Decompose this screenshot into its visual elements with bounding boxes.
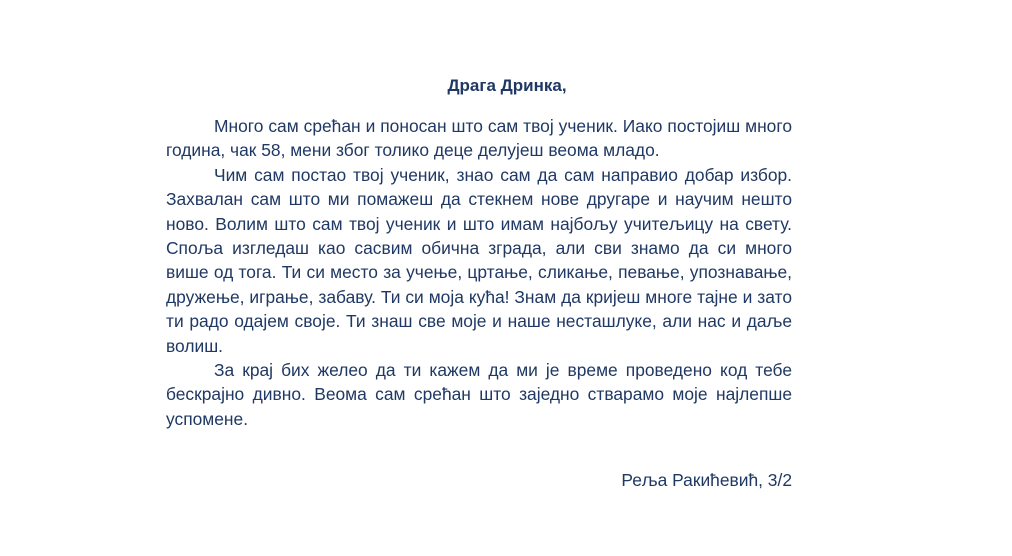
- letter-signature: Реља Ракићевић, 3/2: [621, 470, 792, 490]
- letter-paragraph-2: Чим сам постао твој ученик, знао сам да сам направио добар избор. Захвалан сам што ми помажеш да стекнем нове другаре и научим нешто ново. Волим што сам твој ученик и што имам најбољу учитељицу на свету. Споља изгледаш као сасвим обична зграда, али сви знамо да си много више од тога. Ти си место за учење, цртање, сликање, певање, упознавање, дружење, играње, забаву. Ти си моја кућа! Знам да кријеш многе тајне и зато ти радо одајем своје. Ти знаш све моје и наше несташлуке, али нас и даље волиш.: [166, 164, 792, 356]
- letter-paragraph-3: За крај бих желео да ти кажем да ми је време проведено код тебе бескрајно дивно. Веома сам срећан што заједно стварамо моје најлепше успомене.: [166, 360, 792, 429]
- letter: [166, 74, 792, 490]
- letter-paragraph-1: Много сам срећан и поносан што сам твој ученик. Иако постојиш много година, чак 58, мени због толико деце делујеш веома младо.: [166, 116, 792, 161]
- letter-greeting: Драга Дринка,: [447, 76, 567, 95]
